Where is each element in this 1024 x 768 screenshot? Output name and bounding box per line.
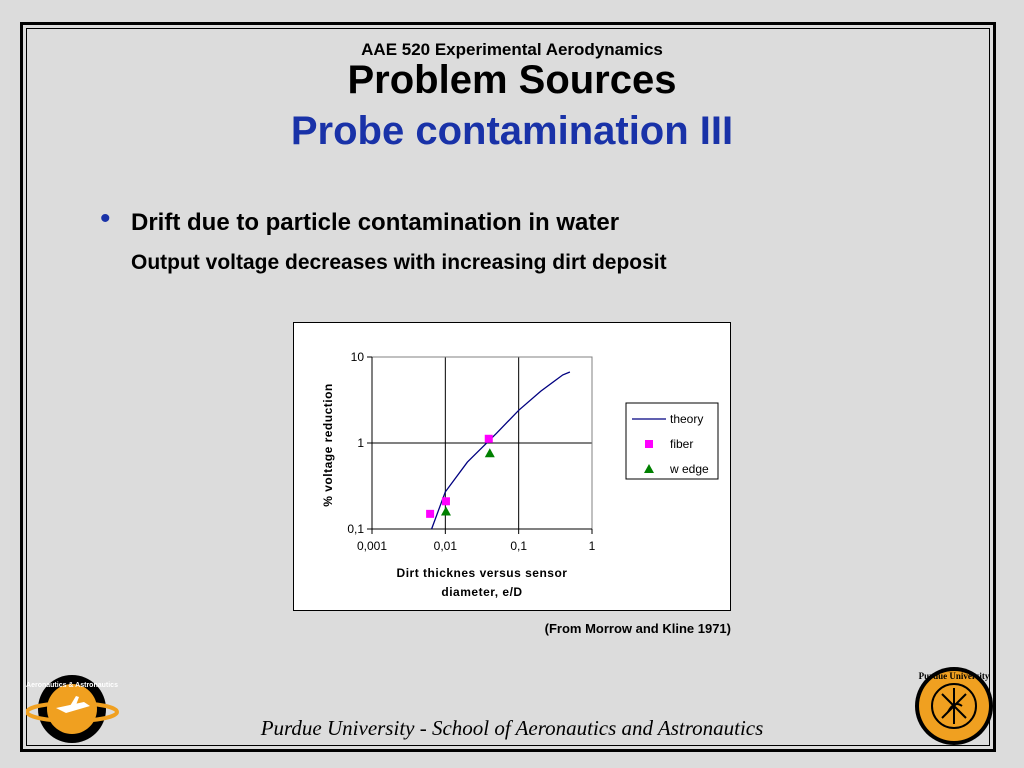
legend-label: fiber [670,437,694,451]
right-logo-text: Purdue University [918,671,990,681]
y-axis-label: % voltage reduction [321,383,335,507]
slide-title: Problem Sources [347,58,677,102]
aero-astro-logo-icon [26,672,120,746]
legend-fiber-swatch [645,440,653,448]
bullet-dot: • [100,202,111,235]
y-tick-label: 1 [357,436,364,450]
fiber-point [442,497,450,505]
legend-label: theory [670,412,704,426]
left-logo-text: Aeronautics & Astronautics [26,682,118,689]
purdue-seal-icon [912,666,996,746]
chart-svg [294,323,732,612]
x-tick-label: 0,1 [510,539,528,553]
x-axis-label-line2: diameter, e/D [441,585,523,599]
course-title: AAE 520 Experimental Aerodynamics [361,40,663,59]
footer-text: Purdue University - School of Aeronautics and Astronautics [260,716,764,740]
fiber-point [485,435,493,443]
citation: (From Morrow and Kline 1971) [544,621,731,636]
x-axis-label-line1: Dirt thicknes versus sensor [396,566,568,580]
slide-subtitle: Probe contamination III [290,109,734,153]
x-tick-label: 0,001 [356,539,388,553]
x-tick-label: 1 [588,539,596,553]
bullet-text: Drift due to particle contamination in water [131,209,620,236]
fiber-point [426,510,434,518]
y-tick-label: 0,1 [347,522,364,536]
wedge-point [485,448,495,457]
theory-line [432,372,570,529]
chart-container [293,322,731,611]
legend-label: w edge [670,462,709,476]
wedge-point [441,506,451,515]
y-tick-label: 10 [350,350,364,364]
x-tick-label: 0,01 [433,539,458,553]
sub-bullet-text: Output voltage decreases with increasing dirt deposit [131,251,667,274]
